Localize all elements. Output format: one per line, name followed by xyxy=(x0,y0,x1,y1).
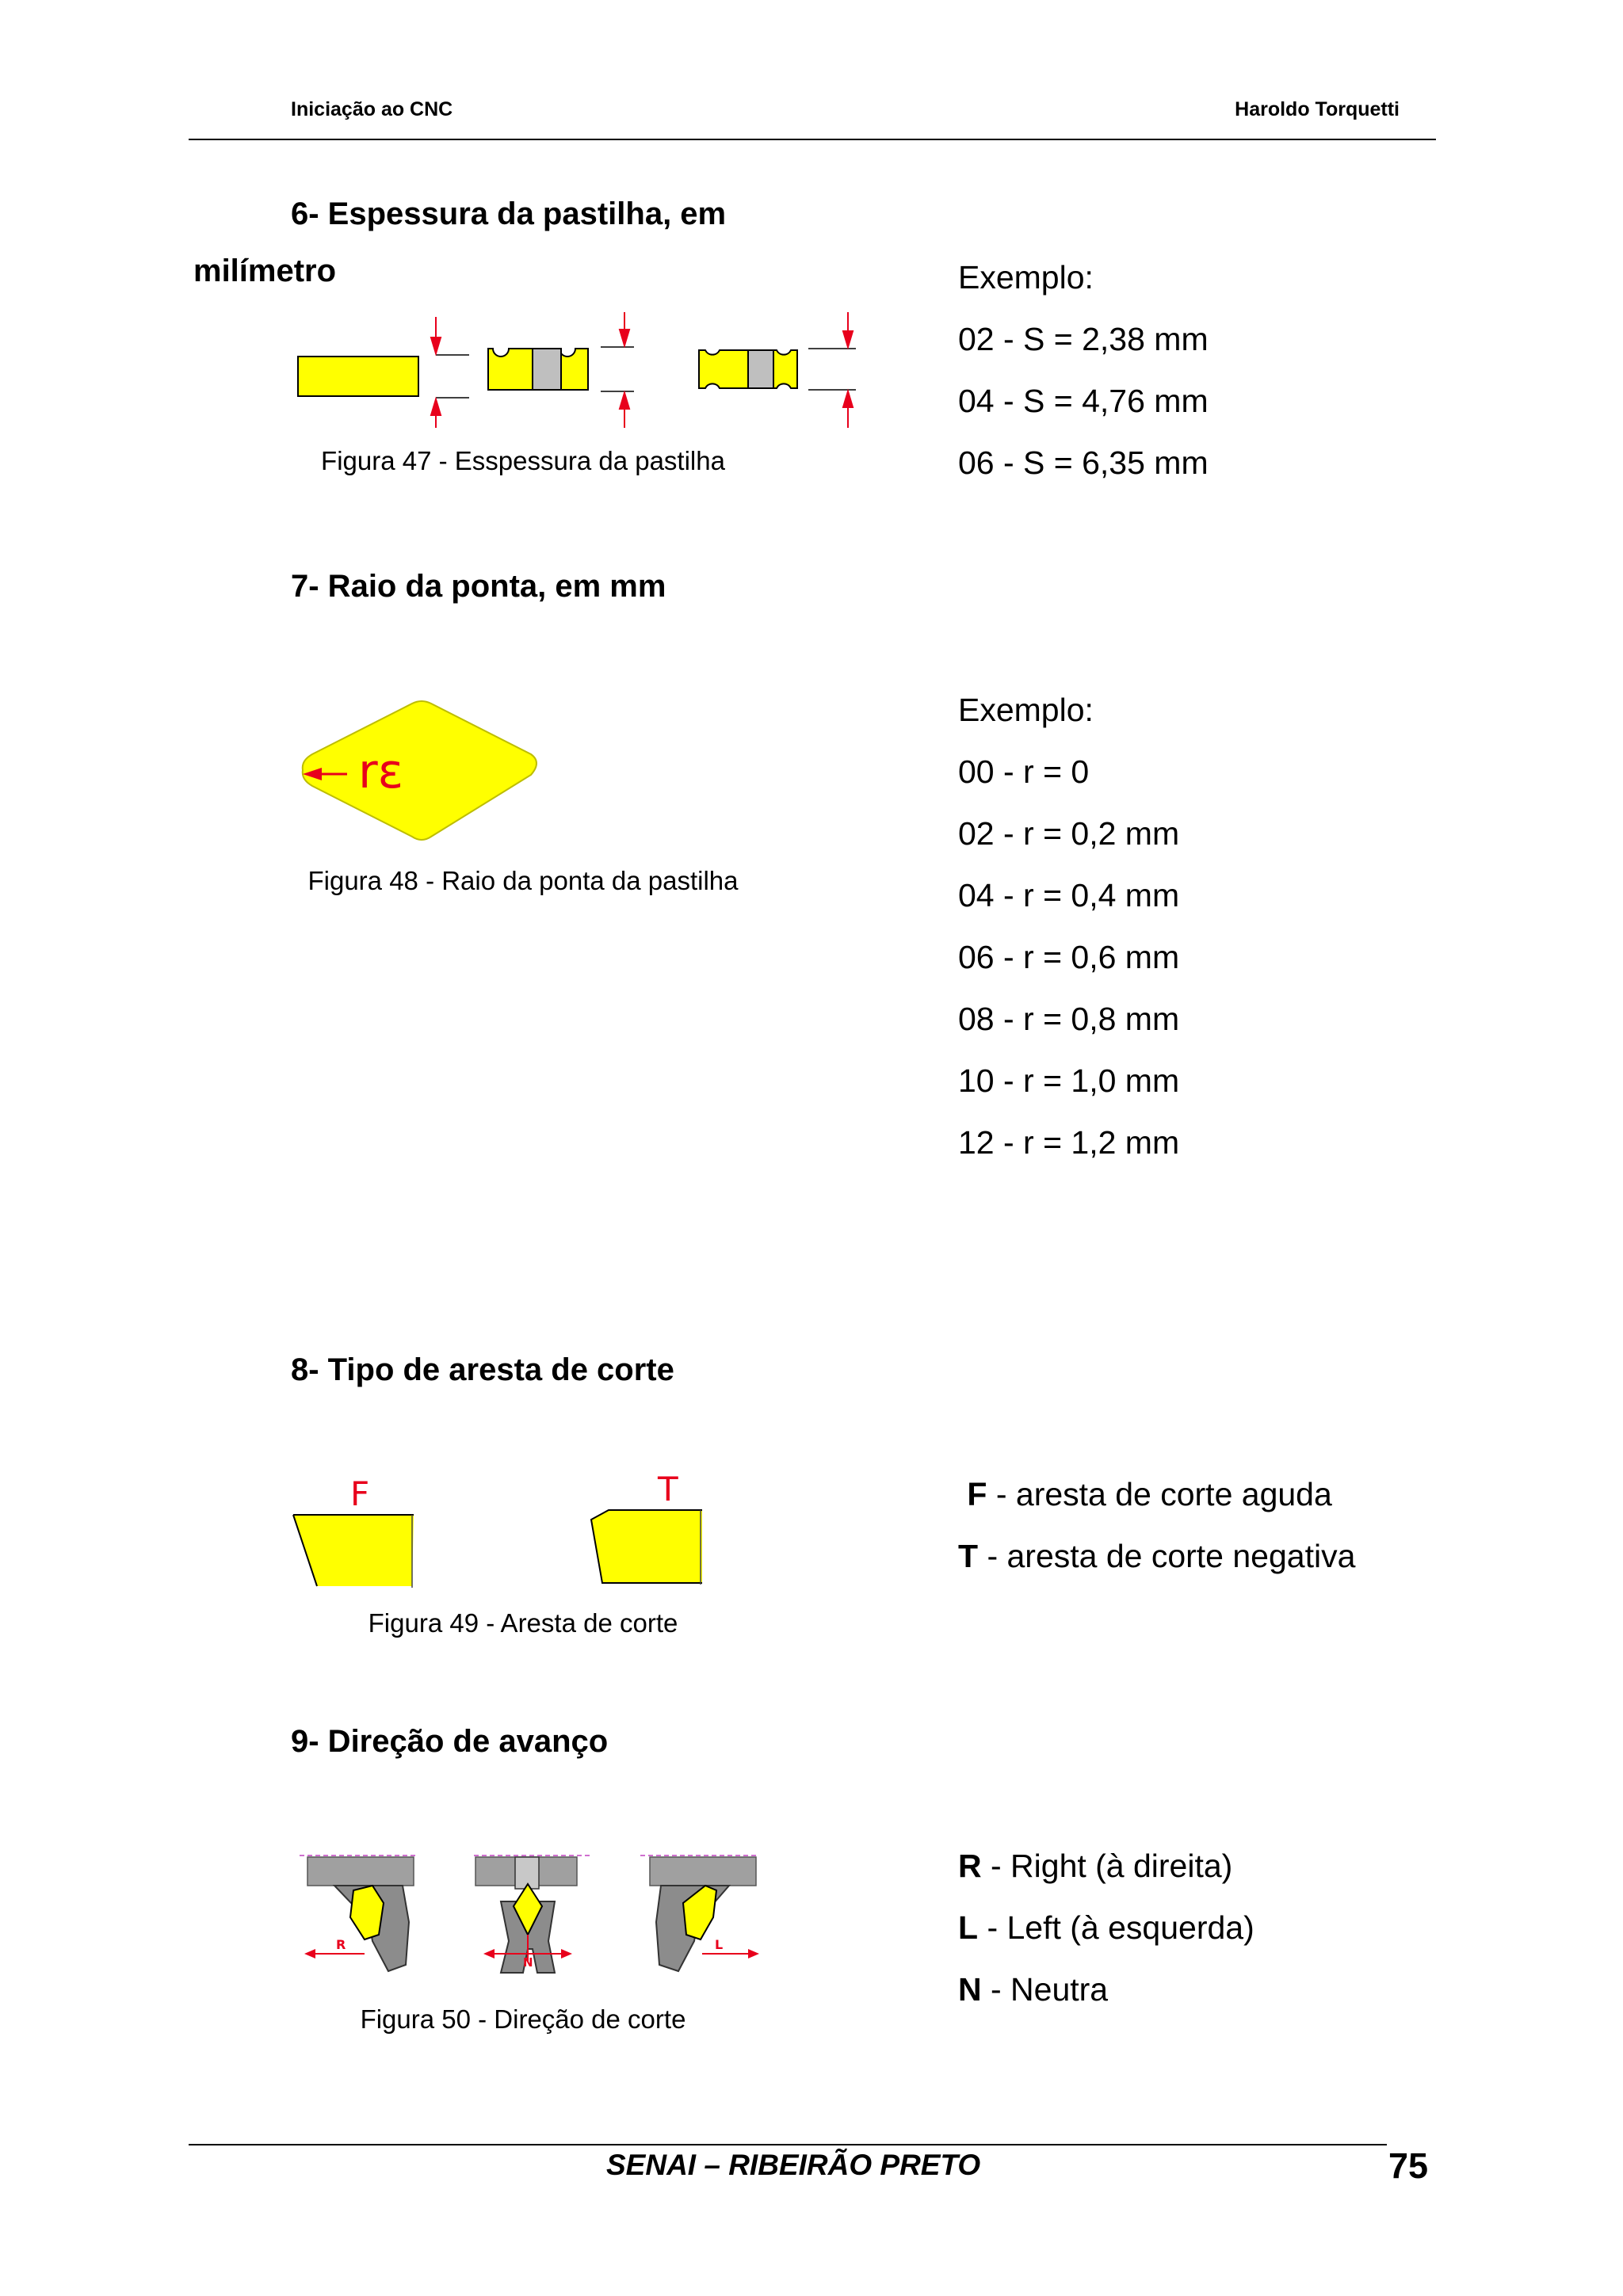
example-item: 10 - r = 1,0 mm xyxy=(958,1062,1180,1099)
edge-definition-t xyxy=(958,1525,1355,1587)
section7-example-title: Exemplo: xyxy=(958,692,1094,728)
figure-47-caption: Figura 47 - Esspessura da pastilha xyxy=(321,446,725,475)
example-item: 06 - r = 0,6 mm xyxy=(958,939,1180,975)
figure-47-thickness xyxy=(285,309,888,436)
example-item: 06 - S = 6,35 mm xyxy=(958,444,1209,481)
thickness-arrows-2 xyxy=(601,312,634,428)
header-right: Haroldo Torquetti xyxy=(1235,98,1400,120)
feed-label-l: L xyxy=(715,1937,724,1952)
example-item: 12 - r = 1,2 mm xyxy=(958,1124,1180,1161)
example-item: 00 - r = 0 xyxy=(958,753,1090,790)
page-number: 75 xyxy=(1388,2145,1429,2186)
radius-label: rε xyxy=(358,744,404,799)
definition-text: - aresta de corte aguda xyxy=(987,1476,1332,1512)
rhombic-insert xyxy=(303,701,537,840)
edge-definition-f xyxy=(958,1463,1355,1525)
feed-definition-n xyxy=(958,1958,1254,2020)
section8-definitions xyxy=(958,1463,1355,1587)
header-rule xyxy=(189,139,1436,140)
example-item: 08 - r = 0,8 mm xyxy=(958,1001,1180,1037)
example-item: 02 - r = 0,2 mm xyxy=(958,815,1180,852)
footer-rule xyxy=(189,2144,1387,2145)
thickness-arrows-3 xyxy=(808,312,856,428)
tool-left-hand xyxy=(640,1855,759,1971)
insert-plain xyxy=(298,357,418,396)
section6-heading: 6- Espessura da pastilha, em xyxy=(291,196,727,231)
edge-label-f: F xyxy=(350,1474,370,1513)
definition-text: - Neutra xyxy=(981,1971,1109,2008)
example-item: 04 - S = 4,76 mm xyxy=(958,383,1209,419)
section9-definitions xyxy=(958,1835,1254,2020)
figure-48-caption: Figura 48 - Raio da ponta da pastilha xyxy=(307,866,739,895)
feed-label-n: N xyxy=(523,1955,533,1970)
figure-50-caption: Figura 50 - Direção de corte xyxy=(360,2004,686,2034)
definition-key: F xyxy=(967,1476,987,1512)
section6-example-list xyxy=(958,308,1209,494)
insert-chipbreaker-two-side xyxy=(699,350,797,388)
example-item: 04 - r = 0,4 mm xyxy=(958,877,1180,913)
thickness-arrows-1 xyxy=(431,317,469,428)
definition-text: - Right (à direita) xyxy=(981,1848,1233,1884)
section6-heading-cont: milímetro xyxy=(193,254,337,288)
definition-text: - Left (à esquerda) xyxy=(978,1909,1254,1946)
footer-title: SENAI – RIBEIRÃO PRETO xyxy=(606,2149,981,2181)
figure-50-feed-direction xyxy=(293,1846,769,1989)
example-item: 02 - S = 2,38 mm xyxy=(958,321,1209,357)
feed-definition-l xyxy=(958,1897,1254,1958)
definition-key: L xyxy=(958,1909,979,1946)
tool-neutral xyxy=(474,1855,593,1973)
definition-key: N xyxy=(958,1971,982,2008)
feed-definition-r xyxy=(958,1835,1254,1897)
figure-49-caption: Figura 49 - Aresta de corte xyxy=(368,1608,678,1638)
definition-key: R xyxy=(958,1848,982,1884)
feed-label-r: R xyxy=(336,1937,346,1952)
figure-49-edge-type xyxy=(285,1470,729,1592)
edge-sharp-insert xyxy=(293,1474,414,1588)
header-left: Iniciação ao CNC xyxy=(291,98,453,120)
section8-heading: 8- Tipo de aresta de corte xyxy=(291,1352,674,1387)
insert-chipbreaker-one-side xyxy=(488,349,588,390)
definition-key: T xyxy=(958,1538,979,1574)
edge-negative-insert xyxy=(591,1470,702,1585)
definition-text: - aresta de corte negativa xyxy=(978,1538,1356,1574)
edge-label-t: T xyxy=(658,1470,678,1508)
figure-48-nose-radius xyxy=(293,697,547,848)
tool-right-hand xyxy=(300,1855,418,1971)
section7-example-list xyxy=(958,741,1179,1173)
section9-heading: 9- Direção de avanço xyxy=(291,1724,609,1759)
section6-example-title: Exemplo: xyxy=(958,259,1094,296)
section7-heading: 7- Raio da ponta, em mm xyxy=(291,569,666,604)
